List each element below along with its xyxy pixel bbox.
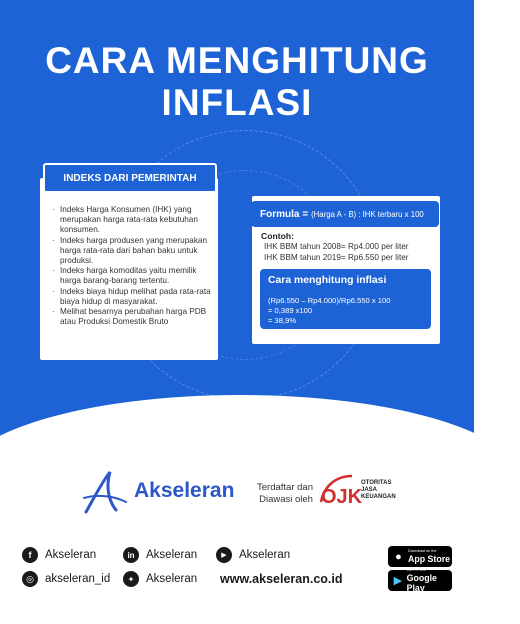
google-play-badge[interactable]: [388, 570, 452, 591]
instagram-link[interactable]: [22, 571, 110, 587]
cara-line: (Rp6.550 – Rp4.000)/Rp6.550 x 100: [268, 296, 391, 305]
cara-line: = 0,389 x100: [268, 306, 313, 315]
google-play-label: Google Play: [406, 573, 437, 593]
facebook-link[interactable]: [22, 547, 96, 563]
linkedin-link[interactable]: [123, 547, 197, 563]
title-line-2: INFLASI: [161, 82, 313, 123]
akseleran-logo-icon: [80, 468, 130, 516]
list-item: · Melihat besarnya perubahan harga PDB atau Produksi Domestik Bruto: [52, 307, 214, 327]
cara-line: = 38,9%: [268, 316, 297, 325]
ojk-mark-text: OJK: [321, 486, 363, 508]
list-item: · Indeks Harga Konsumen (IHK) yang merupakan harga rata-rata kebutuhan konsumen.: [52, 205, 214, 236]
facebook-icon: f: [22, 547, 38, 563]
contoh-line: IHK BBM tahun 2008= Rp4.000 per liter: [264, 242, 409, 251]
page-title: [0, 40, 474, 124]
app-store-label: App Store: [408, 554, 451, 564]
twitter-link[interactable]: [123, 571, 197, 587]
terdaftar-line: Terdaftar dan: [257, 482, 313, 493]
facebook-label: Akseleran: [45, 549, 97, 561]
contoh-line: IHK BBM tahun 2019= Rp6.550 per liter: [264, 253, 409, 262]
ojk-text: [361, 480, 396, 501]
formula-bar: [251, 201, 439, 227]
instagram-label: akseleran_id: [45, 573, 111, 585]
youtube-link[interactable]: [216, 547, 290, 563]
ojk-line: OTORITAS: [361, 480, 392, 486]
list-item: · Indeks harga produsen yang merupakan harga rata-rata dari bahan baku untuk produksi.: [52, 236, 214, 267]
app-store-small: Download on the: [408, 549, 437, 553]
indeks-card-heading: INDEKS DARI PEMERINTAH: [43, 163, 217, 193]
google-play-icon: ▶: [393, 575, 403, 587]
list-item: · Indeks biaya hidup melihat pada rata-rata biaya hidup di masyarakat.: [52, 287, 214, 307]
youtube-label: Akseleran: [239, 549, 291, 561]
indeks-list: [52, 205, 214, 327]
formula-label: Formula =: [260, 208, 309, 220]
ojk-line: KEUANGAN: [361, 494, 396, 500]
website-link[interactable]: www.akseleran.co.id: [220, 572, 343, 586]
formula-text: (Harga A - B) : IHK terbaru x 100: [311, 209, 424, 219]
linkedin-icon: in: [123, 547, 139, 563]
brand-name: Akseleran: [134, 479, 235, 502]
twitter-icon: ✦: [123, 571, 139, 587]
contoh-label: Contoh:: [261, 231, 294, 241]
youtube-icon: ▶: [216, 547, 232, 563]
instagram-icon: ◎: [22, 571, 38, 587]
list-item: · Indeks harga komoditas yaitu memilik harga barang-barang tertentu.: [52, 266, 214, 286]
title-line-1: CARA MENGHITUNG: [45, 40, 429, 81]
twitter-label: Akseleran: [146, 573, 198, 585]
terdaftar-text: [257, 482, 313, 506]
ojk-line: JASA: [361, 487, 378, 493]
wave-divider: [0, 395, 520, 535]
linkedin-label: Akseleran: [146, 549, 198, 561]
google-play-small: GET IT ON: [406, 568, 426, 572]
apple-icon: ●: [395, 550, 402, 563]
cara-box: [260, 269, 431, 329]
app-store-badge[interactable]: [388, 546, 452, 567]
cara-title: Cara menghitung inflasi: [268, 275, 387, 286]
terdaftar-line: Diawasi oleh: [259, 494, 313, 505]
ojk-logo-icon: [318, 472, 363, 508]
